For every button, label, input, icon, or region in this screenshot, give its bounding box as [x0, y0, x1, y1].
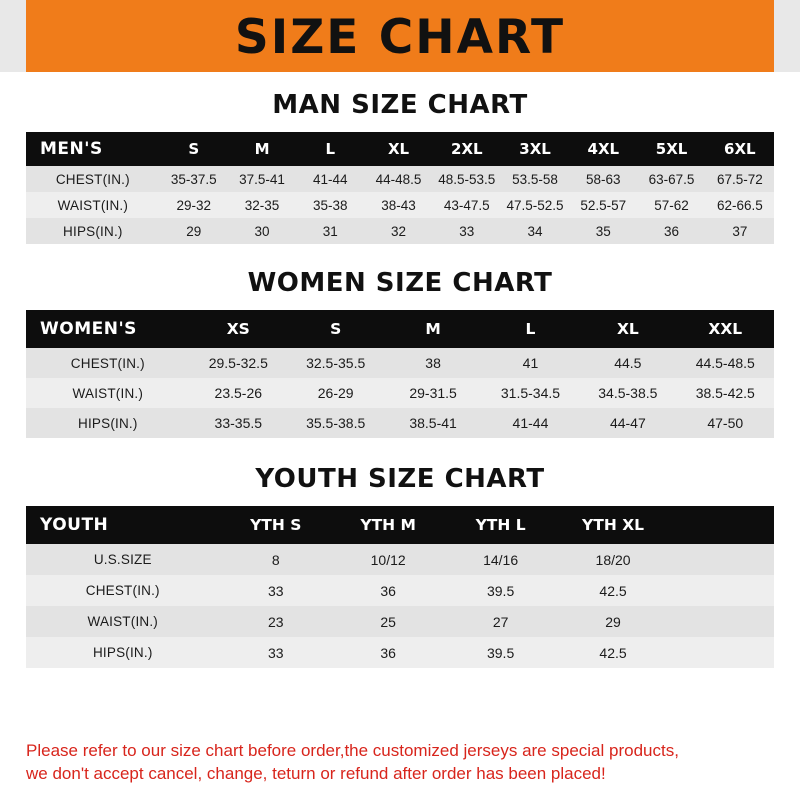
man-header-cell: XL	[364, 132, 432, 166]
women-header-cell: S	[287, 310, 384, 348]
youth-table-header	[26, 506, 774, 544]
table-row	[26, 192, 774, 218]
youth-cell: 25	[332, 606, 444, 637]
man-header-cell: M	[228, 132, 296, 166]
youth-cell: 42.5	[557, 637, 669, 668]
youth-cell: 8	[220, 544, 332, 575]
youth-cell: 36	[332, 575, 444, 606]
youth-cell-spacer	[669, 606, 774, 637]
women-row-label: WAIST(IN.)	[26, 378, 190, 408]
youth-cell: 36	[332, 637, 444, 668]
banner-left-spacer	[0, 0, 26, 72]
youth-section-title: YOUTH SIZE CHART	[255, 464, 545, 494]
man-header-cell: S	[160, 132, 228, 166]
women-header-cell: XXL	[677, 310, 774, 348]
youth-header-corner: YOUTH	[26, 506, 220, 544]
man-cell: 62-66.5	[706, 192, 774, 218]
women-cell: 41-44	[482, 408, 579, 438]
women-cell: 44-47	[579, 408, 676, 438]
women-cell: 38	[384, 348, 481, 378]
man-cell: 32-35	[228, 192, 296, 218]
youth-header-cell: YTH M	[332, 506, 444, 544]
footer-line-2: we don't accept cancel, change, teturn or refund after order has been placed!	[26, 764, 606, 784]
youth-header-spacer	[669, 506, 774, 544]
man-cell: 44-48.5	[364, 166, 432, 192]
youth-cell: 23	[220, 606, 332, 637]
youth-cell-spacer	[669, 637, 774, 668]
man-header-cell: 2XL	[433, 132, 501, 166]
youth-cell: 29	[557, 606, 669, 637]
women-cell: 35.5-38.5	[287, 408, 384, 438]
table-row	[26, 575, 774, 606]
man-row-label: WAIST(IN.)	[26, 192, 160, 218]
women-table-header	[26, 310, 774, 348]
women-cell: 38.5-42.5	[677, 378, 774, 408]
man-cell: 35-38	[296, 192, 364, 218]
man-row-label: HIPS(IN.)	[26, 218, 160, 244]
table-row	[26, 218, 774, 244]
youth-row-label: HIPS(IN.)	[26, 637, 220, 668]
table-row	[26, 606, 774, 637]
table-row	[26, 544, 774, 575]
women-cell: 29-31.5	[384, 378, 481, 408]
table-row	[26, 348, 774, 378]
man-cell: 53.5-58	[501, 166, 569, 192]
banner-right-spacer	[774, 0, 800, 72]
man-cell: 33	[433, 218, 501, 244]
youth-cell: 42.5	[557, 575, 669, 606]
table-row	[26, 637, 774, 668]
man-cell: 35	[569, 218, 637, 244]
chart-content	[0, 72, 800, 800]
man-cell: 47.5-52.5	[501, 192, 569, 218]
table-header-row	[26, 310, 774, 348]
man-cell: 48.5-53.5	[433, 166, 501, 192]
man-cell: 67.5-72	[706, 166, 774, 192]
man-header-cell: 4XL	[569, 132, 637, 166]
women-cell: 38.5-41	[384, 408, 481, 438]
man-cell: 38-43	[364, 192, 432, 218]
women-cell: 23.5-26	[190, 378, 287, 408]
man-header-corner: MEN'S	[26, 132, 160, 166]
youth-header-cell: YTH S	[220, 506, 332, 544]
man-header-cell: L	[296, 132, 364, 166]
youth-size-table	[26, 506, 774, 668]
man-cell: 37.5-41	[228, 166, 296, 192]
man-header-cell: 3XL	[501, 132, 569, 166]
man-cell: 57-62	[637, 192, 705, 218]
women-cell: 47-50	[677, 408, 774, 438]
women-header-cell: XS	[190, 310, 287, 348]
women-cell: 32.5-35.5	[287, 348, 384, 378]
man-size-table	[26, 132, 774, 244]
women-row-label: HIPS(IN.)	[26, 408, 190, 438]
women-size-table	[26, 310, 774, 438]
youth-cell: 27	[444, 606, 556, 637]
women-header-cell: L	[482, 310, 579, 348]
youth-cell-spacer	[669, 544, 774, 575]
man-cell: 37	[706, 218, 774, 244]
youth-row-label: U.S.SIZE	[26, 544, 220, 575]
women-header-corner: WOMEN'S	[26, 310, 190, 348]
man-cell: 36	[637, 218, 705, 244]
page-banner	[0, 0, 800, 72]
youth-cell: 18/20	[557, 544, 669, 575]
page-title: SIZE CHART	[234, 9, 566, 65]
youth-cell: 33	[220, 575, 332, 606]
man-header-cell: 6XL	[706, 132, 774, 166]
women-header-cell: XL	[579, 310, 676, 348]
women-section-title: WOMEN SIZE CHART	[247, 268, 553, 298]
women-cell: 29.5-32.5	[190, 348, 287, 378]
women-cell: 44.5	[579, 348, 676, 378]
women-cell: 33-35.5	[190, 408, 287, 438]
man-cell: 63-67.5	[637, 166, 705, 192]
man-header-cell: 5XL	[637, 132, 705, 166]
table-header-row	[26, 132, 774, 166]
table-header-row	[26, 506, 774, 544]
table-row	[26, 378, 774, 408]
women-cell: 26-29	[287, 378, 384, 408]
footer-line-1: Please refer to our size chart before order,the customized jerseys are special products,	[26, 741, 679, 761]
women-cell: 34.5-38.5	[579, 378, 676, 408]
table-row	[26, 166, 774, 192]
man-table-body	[26, 166, 774, 244]
table-row	[26, 408, 774, 438]
youth-cell-spacer	[669, 575, 774, 606]
youth-row-label: WAIST(IN.)	[26, 606, 220, 637]
man-cell: 32	[364, 218, 432, 244]
man-cell: 29	[160, 218, 228, 244]
youth-header-cell: YTH XL	[557, 506, 669, 544]
man-cell: 58-63	[569, 166, 637, 192]
man-cell: 29-32	[160, 192, 228, 218]
women-table-body	[26, 348, 774, 438]
youth-cell: 39.5	[444, 637, 556, 668]
women-row-label: CHEST(IN.)	[26, 348, 190, 378]
youth-row-label: CHEST(IN.)	[26, 575, 220, 606]
man-cell: 35-37.5	[160, 166, 228, 192]
man-row-label: CHEST(IN.)	[26, 166, 160, 192]
youth-cell: 10/12	[332, 544, 444, 575]
women-cell: 44.5-48.5	[677, 348, 774, 378]
man-section-title: MAN SIZE CHART	[272, 90, 528, 120]
women-cell: 31.5-34.5	[482, 378, 579, 408]
youth-cell: 14/16	[444, 544, 556, 575]
man-cell: 41-44	[296, 166, 364, 192]
man-cell: 52.5-57	[569, 192, 637, 218]
man-cell: 43-47.5	[433, 192, 501, 218]
youth-cell: 33	[220, 637, 332, 668]
youth-table-body	[26, 544, 774, 668]
man-cell: 30	[228, 218, 296, 244]
youth-cell: 39.5	[444, 575, 556, 606]
man-cell: 31	[296, 218, 364, 244]
man-table-header	[26, 132, 774, 166]
footer-disclaimer	[26, 730, 774, 800]
women-cell: 41	[482, 348, 579, 378]
man-cell: 34	[501, 218, 569, 244]
women-header-cell: M	[384, 310, 481, 348]
youth-header-cell: YTH L	[444, 506, 556, 544]
